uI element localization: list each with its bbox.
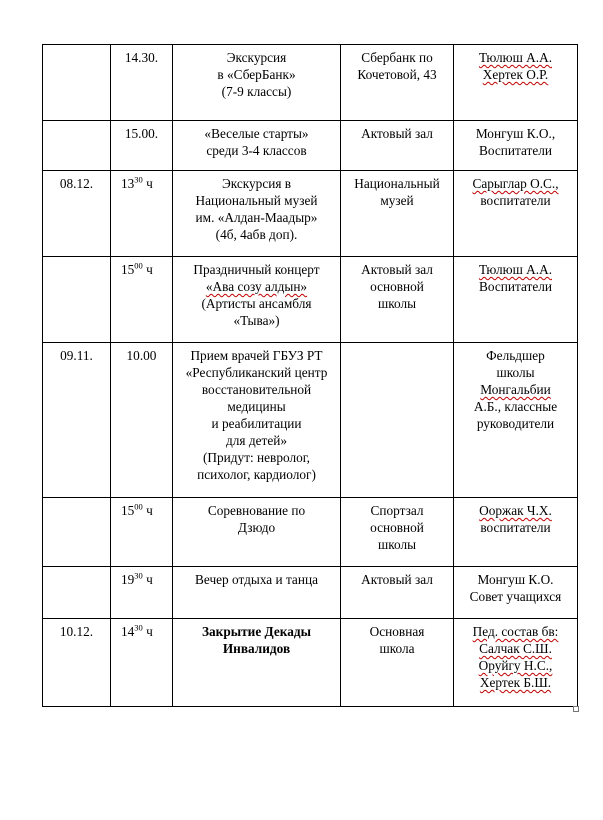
responsible-cell	[454, 343, 578, 498]
place-line: Актовый зал	[361, 262, 433, 277]
event-line: Соревнование по	[207, 503, 306, 518]
table-row	[43, 498, 578, 567]
time-suffix: ч	[142, 572, 153, 587]
responsible-line: Тюлюш А.А.	[478, 262, 553, 277]
event-cell	[173, 498, 341, 567]
place-line: Спортзал	[370, 503, 424, 518]
responsible-cell	[454, 171, 578, 257]
event-line: психолог, кардиолог)	[197, 467, 316, 482]
date-cell: 08.12.	[43, 171, 111, 257]
place-line: Сбербанк по	[361, 50, 433, 65]
responsible-line: Сарыглар О.С.,	[472, 176, 559, 191]
table-resize-handle[interactable]	[573, 706, 579, 712]
event-cell	[173, 343, 341, 498]
time-cell	[111, 171, 173, 257]
place-line: школы	[377, 537, 417, 552]
place-line: Кочетовой, 43	[357, 67, 437, 82]
event-cell	[173, 257, 341, 343]
event-line: «Ава созу алдын»	[205, 279, 308, 294]
event-line: Прием врачей ГБУЗ РТ	[190, 348, 323, 363]
responsible-line: Оруйгу Н.С.,	[478, 658, 553, 673]
event-line: для детей»	[226, 433, 287, 448]
responsible-line: Хертек О.Р.	[482, 67, 549, 82]
responsible-line: воспитатели	[480, 193, 551, 208]
place-line: школа	[379, 641, 415, 656]
event-line: среди 3-4 классов	[206, 143, 307, 158]
event-cell	[173, 45, 341, 121]
place-cell	[341, 567, 454, 619]
event-cell	[173, 171, 341, 257]
responsible-line: Совет учащихся	[469, 589, 562, 604]
event-line: Инвалидов	[222, 641, 291, 656]
responsible-line: Монгуш К.О.,	[475, 126, 556, 141]
event-cell	[173, 567, 341, 619]
event-line: Национальный музей	[195, 193, 318, 208]
time-cell: 14.30.	[111, 45, 173, 121]
place-cell	[341, 171, 454, 257]
date-cell	[43, 567, 111, 619]
place-line: Актовый зал	[361, 126, 433, 141]
date-cell	[43, 121, 111, 171]
responsible-cell	[454, 45, 578, 121]
schedule-table	[42, 44, 578, 707]
table-row	[43, 45, 578, 121]
date-cell: 10.12.	[43, 619, 111, 707]
responsible-line: Хертек Б.Ш.	[479, 675, 552, 690]
event-line: и реабилитации	[211, 416, 302, 431]
responsible-line: руководители	[476, 416, 555, 431]
table-row	[43, 257, 578, 343]
date-cell	[43, 498, 111, 567]
place-line: основной	[370, 520, 424, 535]
responsible-cell	[454, 257, 578, 343]
table-row	[43, 343, 578, 498]
time-suffix: ч	[142, 624, 153, 639]
responsible-line: Монгальбии	[480, 382, 551, 397]
event-line: Экскурсия	[226, 50, 287, 65]
time-main: 19	[121, 572, 135, 587]
responsible-cell	[454, 498, 578, 567]
time-cell	[111, 619, 173, 707]
table-row	[43, 121, 578, 171]
responsible-line: Пед. состав бв:	[472, 624, 559, 639]
event-line: (Придут: невролог,	[202, 450, 311, 465]
event-line: (Артисты ансамбля	[201, 296, 312, 311]
responsible-line: А.Б., классные	[473, 399, 558, 414]
date-cell: 09.11.	[43, 343, 111, 498]
responsible-cell	[454, 121, 578, 171]
event-line: «Веселые старты»	[204, 126, 309, 141]
time-cell	[111, 498, 173, 567]
responsible-cell	[454, 619, 578, 707]
place-line: Актовый зал	[361, 572, 433, 587]
responsible-line: Монгуш К.О.	[477, 572, 554, 587]
responsible-line: Тюлюш А.А.	[478, 50, 553, 65]
place-line: школы	[377, 296, 417, 311]
event-line: Дзюдо	[237, 520, 276, 535]
time-cell	[111, 257, 173, 343]
time-cell	[111, 567, 173, 619]
time-cell: 10.00	[111, 343, 173, 498]
place-line: Основная	[369, 624, 425, 639]
event-line: Закрытие Декады	[202, 624, 311, 639]
responsible-line: Воспитатели	[479, 279, 552, 294]
time-main: 14	[121, 624, 135, 639]
place-cell	[341, 498, 454, 567]
event-line: Экскурсия в	[221, 176, 292, 191]
event-line: «Республиканский центр	[185, 365, 328, 380]
event-line: им. «Алдан-Маадыр»	[195, 210, 318, 225]
place-cell	[341, 343, 454, 498]
event-line: медицины	[227, 399, 286, 414]
time-suffix: ч	[142, 262, 153, 277]
place-line: музей	[380, 193, 414, 208]
responsible-line: Фельдшер	[486, 348, 545, 363]
place-line: основной	[370, 279, 424, 294]
place-line: Национальный	[354, 176, 440, 191]
time-sup: 00	[134, 501, 143, 512]
date-cell	[43, 257, 111, 343]
event-line: (4б, 4абв доп).	[215, 227, 298, 242]
event-line: «Тыва»)	[233, 313, 280, 328]
time-sup: 30	[134, 174, 143, 185]
responsible-cell	[454, 567, 578, 619]
place-cell	[341, 257, 454, 343]
event-line: восстановительной	[201, 382, 312, 397]
table-row	[43, 567, 578, 619]
responsible-line: Ооржак Ч.Х.	[479, 503, 552, 518]
event-line: (7-9 классы)	[221, 84, 292, 99]
responsible-line: школы	[496, 365, 535, 380]
event-line: Вечер отдыха и танца	[195, 572, 318, 587]
event-cell	[173, 121, 341, 171]
time-main: 15	[121, 262, 135, 277]
place-cell	[341, 619, 454, 707]
table-row	[43, 619, 578, 707]
date-cell	[43, 45, 111, 121]
place-cell	[341, 45, 454, 121]
responsible-line: Воспитатели	[479, 143, 552, 158]
time-main: 15	[121, 503, 135, 518]
place-cell	[341, 121, 454, 171]
table-row	[43, 171, 578, 257]
responsible-line: Салчак С.Ш.	[479, 641, 552, 656]
time-suffix: ч	[142, 503, 153, 518]
event-line: Праздничный концерт	[193, 262, 320, 277]
time-main: 13	[121, 176, 135, 191]
event-line: в «СберБанк»	[217, 67, 296, 82]
responsible-line: воспитатели	[480, 520, 551, 535]
time-suffix: ч	[142, 176, 153, 191]
time-sup: 00	[134, 260, 143, 271]
time-sup: 30	[134, 570, 143, 581]
event-cell	[173, 619, 341, 707]
time-sup: 30	[134, 622, 143, 633]
time-cell: 15.00.	[111, 121, 173, 171]
